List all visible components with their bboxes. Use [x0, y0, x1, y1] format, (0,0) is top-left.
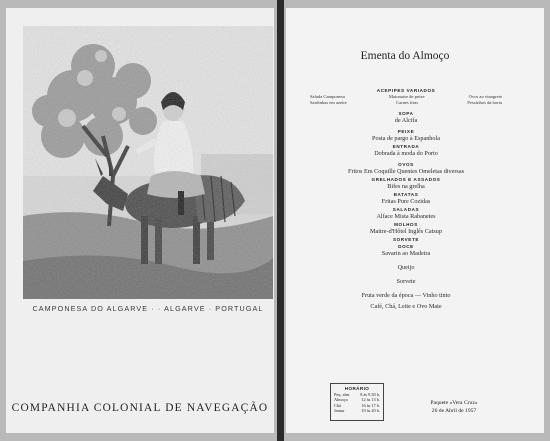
menu-list: [308, 87, 504, 311]
menu-item: de Alcifa: [394, 116, 418, 124]
menu-date: 26 de Abril de 1957: [431, 407, 477, 414]
hours-label: Peq. alm.: [334, 391, 351, 397]
hours-label: Jantar: [334, 408, 345, 414]
hours-value: 16 às 17 h.: [361, 402, 380, 408]
meal-hours-box: [330, 383, 384, 421]
menu-item: Posta de pargo à Espanhola: [372, 134, 440, 142]
section-heading-sopa: SOPA: [398, 110, 414, 116]
menu-item: Salada Camponesa: [310, 94, 345, 99]
section-heading-grelhados: GRELHADOS E ASSADOS: [371, 176, 441, 182]
menu-item: Dobrada à moda do Porto: [374, 149, 438, 157]
section-heading-entrada: ENTRADA: [392, 143, 420, 149]
ship-info: [404, 400, 504, 415]
menu-item: Sorvete: [396, 277, 416, 285]
hours-value: 12 às 13 h.: [361, 397, 380, 403]
menu-title: Ementa do Almoço: [360, 50, 450, 62]
ship-name: Paquete «Vera Cruz»: [430, 400, 478, 406]
section-heading-saladas: SALADAS: [392, 206, 420, 212]
menu-item: Café, Chá, Leite e Ovo Mate: [370, 302, 442, 310]
section-heading-doce: DOCE: [398, 243, 414, 249]
menu-page-panel: [286, 8, 544, 433]
page-gutter: [277, 0, 284, 441]
menu-item: Fruta verde da época — Vinho tinto: [361, 291, 451, 299]
menu-item: Fritas Pure Cozidas: [381, 197, 431, 205]
section-heading-batatas: BATATAS: [393, 191, 419, 197]
section-heading-molhos: MOLHOS: [394, 221, 418, 227]
menu-item: Carnes frias: [395, 100, 419, 106]
menu-item: Ovos ao vinagrete: [468, 94, 502, 99]
menu-item: Maionaise de peixe: [388, 94, 425, 99]
acepipes-row-2: [308, 100, 504, 106]
menu-item: Fritos Em Coquille Quentes Omeletas diversas: [348, 167, 464, 175]
peasant-woman-on-donkey-photo: [23, 26, 273, 299]
menu-item: Savarin ao Madeira: [381, 249, 431, 257]
hours-value: 19 às 20 h.: [361, 408, 380, 414]
section-heading-sorvete: SORVETE: [392, 236, 420, 242]
menu-item: Bifes na grelha: [387, 182, 425, 190]
section-heading-peixe: PEIXE: [397, 128, 415, 134]
hours-label: Almoço: [334, 397, 348, 403]
menu-item: Alface Mista Rabanetes: [376, 212, 436, 220]
menu-cover-panel: [6, 8, 274, 433]
hours-label: Chá: [334, 402, 341, 408]
hours-title: HORÁRIO: [344, 386, 370, 391]
cover-photograph: [23, 26, 273, 299]
cover-caption: CAMPONESA DO ALGARVE · · ALGARVE · PORTUGAL: [32, 304, 264, 313]
menu-item: Queijo: [397, 263, 415, 271]
menu-item: Pesxinhos da horta: [467, 100, 502, 106]
section-heading-ovos: OVOS: [398, 161, 414, 167]
menu-item: Sardinhas em azeite: [310, 100, 347, 106]
menu-item: Maitre-d'Hôtel Inglês Catsup: [370, 227, 442, 235]
hours-row: [334, 408, 380, 414]
hours-value: 8 às 9,30 h.: [360, 391, 380, 397]
company-name: COMPANHIA COLONIAL DE NAVEGAÇÃO: [11, 402, 269, 414]
section-heading-acepipes: ACEPIPES VARIADOS: [376, 88, 436, 93]
